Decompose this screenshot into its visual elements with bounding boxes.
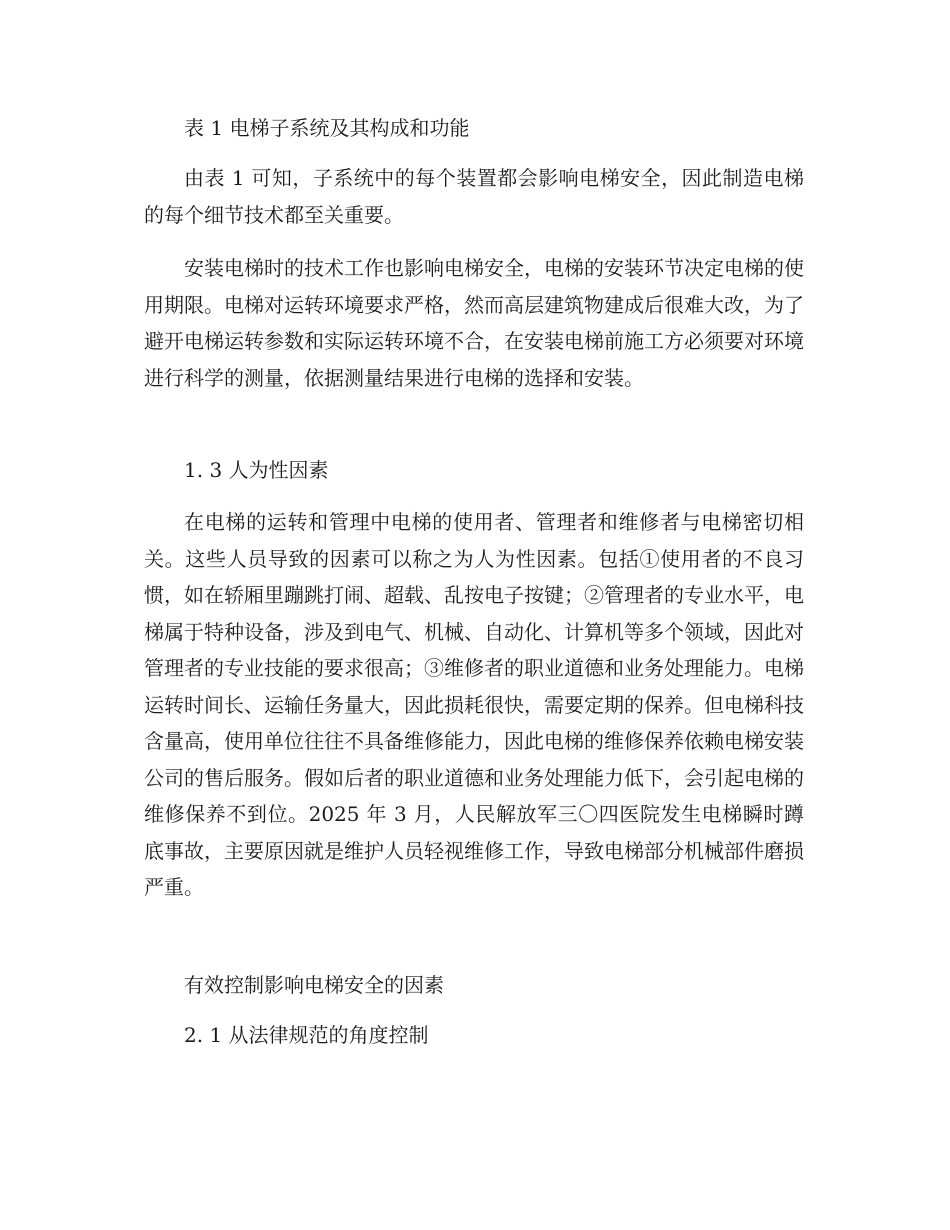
section-heading-2-1: 2. 1 从法律规范的角度控制	[184, 1023, 429, 1047]
table-caption: 表 1 电梯子系统及其构成和功能	[184, 116, 470, 140]
paragraph-installation: 安装电梯时的技术工作也影响电梯安全，电梯的安装环节决定电梯的使用期限。电梯对运转环境要求严格，然而高层建筑物建成后很难大改，为了避开电梯运转参数和实际运转环境不合，在安装电梯前施工方必须要对环境进行科学的测量，依据测量结果进行电梯的选择和安装。	[144, 256, 804, 390]
paragraph-table-summary: 由表 1 可知，子系统中的每个装置都会影响电梯安全，因此制造电梯的每个细节技术都至关重要。	[144, 166, 804, 227]
section-heading-1-3: 1. 3 人为性因素	[184, 458, 329, 482]
section-heading-2: 有效控制影响电梯安全的因素	[184, 973, 444, 997]
paragraph-human-factors: 在电梯的运转和管理中电梯的使用者、管理者和维修者与电梯密切相关。这些人员导致的因素可以称之为人为性因素。包括①使用者的不良习惯，如在轿厢里蹦跳打闹、超载、乱按电子按键；②管理者的专业水平，电梯属于特种设备，涉及到电气、机械、自动化、计算机等多个领域，因此对管理者的专业技能的要求很高；③维修者的职业道德和业务处理能力。电梯运转时间长、运输任务量大，因此损耗很快，需要定期的保养。但电梯科技含量高，使用单位往往不具备维修能力，因此电梯的维修保养依赖电梯安装公司的售后服务。假如后者的职业道德和业务处理能力低下，会引起电梯的维修保养不到位。2025 年 3 月，人民解放军三〇四医院发生电梯瞬时蹲底事故，主要原因就是维护人员轻视维修工作，导致电梯部分机械部件磨损严重。	[144, 510, 804, 899]
